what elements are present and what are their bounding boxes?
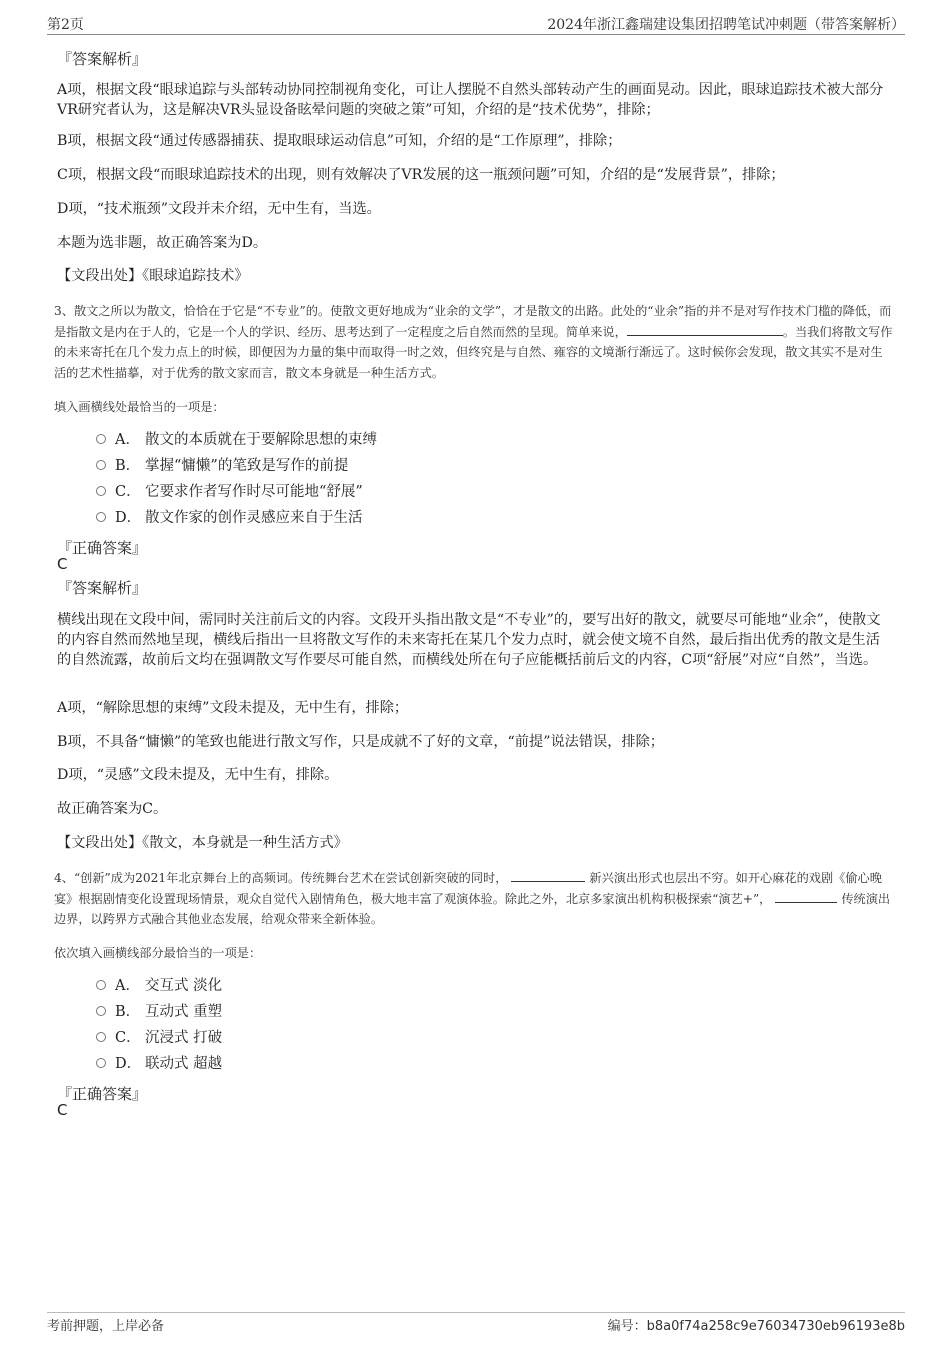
question-stem-part: 传统演出边界，以跨界方式融合其他业态发展，给观众带来全新体验。 [54, 891, 891, 926]
option-letter: A． [115, 978, 140, 994]
analysis-paragraph: B项，根据文段“通过传感器捕获、提取眼球运动信息”可知，介绍的是“工作原理”，排除； [57, 133, 622, 149]
document-title: 2024年浙江鑫瑞建设集团招聘笔试冲刺题（带答案解析） [547, 17, 905, 33]
analysis-paragraph: A项，根据文段“眼球追踪与头部转动协同控制视角变化，可让人摆脱不自然头部转动产生的画面晃动。因此，眼球追踪技术被大部分VR研究者认为，这是解决VR头显设备眩晕问题的突破之策”可知，介绍的是“技术优势”，排除； [57, 82, 884, 118]
option-text: 散文的本质就在于要解除思想的束缚 [145, 432, 377, 448]
option-b[interactable] [96, 1001, 222, 1023]
question-stem-part: 。当我们将散文写作的未来寄托在几个发力点上的时候，即便因为力量的集中而取得一时之效，但终究是与自然、雍容的文境渐行渐远了。这时候你会发现，散文其实不是对生活的艺术性描摹，对于优秀的散文家而言，散文本身就是一种生活方式。 [54, 324, 893, 380]
option-text: 联动式 超越 [145, 1056, 223, 1072]
source-citation: 【文段出处】《眼球追踪技术》 [57, 268, 249, 284]
radio-icon[interactable] [96, 486, 106, 496]
radio-icon[interactable] [96, 1006, 106, 1016]
option-letter: C． [115, 1030, 141, 1046]
correct-answer-label: 『正确答案』 [57, 1085, 148, 1103]
analysis-conclusion: 故正确答案为C。 [57, 801, 168, 817]
fill-blank [627, 323, 783, 336]
option-text: 互动式 重塑 [145, 1004, 223, 1020]
question-stem [54, 868, 894, 930]
option-letter: B． [115, 458, 141, 474]
analysis-label: 『答案解析』 [57, 50, 148, 68]
radio-icon[interactable] [96, 980, 106, 990]
footer-slogan: 考前押题，上岸必备 [47, 1319, 165, 1334]
option-d[interactable] [96, 507, 363, 529]
option-letter: A． [115, 432, 140, 448]
fill-blank [511, 869, 585, 882]
option-text: 沉浸式 打破 [145, 1030, 223, 1046]
option-letter: D． [115, 510, 142, 526]
radio-icon[interactable] [96, 1032, 106, 1042]
analysis-paragraph: A项，“解除思想的束缚”文段未提及，无中生有，排除； [57, 700, 409, 716]
option-c[interactable] [96, 1027, 222, 1049]
analysis-paragraph: B项，不具备“慵懒”的笔致也能进行散文写作，只是成就不了好的文章，“前提”说法错误，排除； [57, 734, 664, 750]
option-c[interactable] [96, 481, 363, 503]
option-letter: C． [115, 484, 141, 500]
document-code-label: 编号： [607, 1319, 647, 1334]
radio-icon[interactable] [96, 512, 106, 522]
option-b[interactable] [96, 455, 348, 477]
question-stem-part: 新兴演出形式也层出不穷。如开心麻花的戏剧《偷心晚宴》根据剧情变化设置现场情景，观众自觉代入剧情角色，极大地丰富了观演体验。除此之外，北京多家演出机构积极探索“演艺+”， [54, 871, 882, 906]
source-citation: 【文段出处】《散文，本身就是一种生活方式》 [57, 835, 348, 851]
fill-blank [775, 890, 837, 903]
question-prompt: 依次填入画横线部分最恰当的一项是： [54, 946, 262, 960]
analysis-label: 『答案解析』 [57, 579, 148, 597]
question-stem [54, 301, 894, 383]
document-code [608, 1315, 905, 1334]
analysis-paragraph: 横线出现在文段中间，需同时关注前后文的内容。文段开头指出散文是“不专业”的，要写出好的散文，就要尽可能地“业余”，使散文的内容自然而然地呈现，横线后指出一旦将散文写作的未来寄托在某几个发力点时，就会使文境不自然，最后指出优秀的散文是生活的自然流露，故前后文均在强调散文写作要尽可能自然，而横线处所在句子应能概括前后文的内容，C项“舒展”对应“自然”，当选。 [57, 612, 881, 668]
analysis-paragraph: D项，“技术瓶颈”文段并未介绍，无中生有，当选。 [57, 201, 381, 217]
analysis-conclusion: 本题为选非题，故正确答案为D。 [57, 235, 268, 251]
option-d[interactable] [96, 1053, 222, 1075]
option-text: 交互式 淡化 [145, 978, 223, 994]
page-header [47, 12, 905, 35]
option-text: 它要求作者写作时尽可能地“舒展” [145, 484, 363, 500]
option-a[interactable] [96, 975, 222, 997]
radio-icon[interactable] [96, 460, 106, 470]
analysis-paragraph: C项，根据文段“而眼球追踪技术的出现，则有效解决了VR发展的这一瓶颈问题”可知，介绍的是“发展背景”，排除； [57, 167, 785, 183]
question-prompt: 填入画横线处最恰当的一项是： [54, 400, 225, 414]
correct-answer: C [57, 555, 68, 573]
document-code-value: b8a0f74a258c9e76034730eb96193e8b [646, 1319, 905, 1334]
option-a[interactable] [96, 429, 377, 451]
correct-answer: C [57, 1101, 68, 1119]
option-text: 散文作家的创作灵感应来自于生活 [145, 510, 363, 526]
page-footer [47, 1312, 905, 1337]
radio-icon[interactable] [96, 1058, 106, 1068]
correct-answer-label: 『正确答案』 [57, 539, 148, 557]
radio-icon[interactable] [96, 434, 106, 444]
option-letter: D． [115, 1056, 142, 1072]
page-number: 第2页 [47, 17, 84, 33]
analysis-paragraph: D项，“灵感”文段未提及，无中生有，排除。 [57, 767, 339, 783]
option-text: 掌握“慵懒”的笔致是写作的前提 [145, 458, 349, 474]
question-stem-part: 4、“创新”成为2021年北京舞台上的高频词。传统舞台艺术在尝试创新突破的同时， [54, 871, 508, 885]
option-letter: B． [115, 1004, 141, 1020]
question-stem-part: 3、散文之所以为散文，恰恰在于它是“不专业”的。使散文更好地成为“业余的文学”，才是散文的出路。此处的“业余”指的并不是对写作技术门槛的降低，而是指散文是内在于人的，它是一个人的学识、经历、思考达到了一定程度之后自然而然的呈现。简单来说， [54, 304, 892, 339]
